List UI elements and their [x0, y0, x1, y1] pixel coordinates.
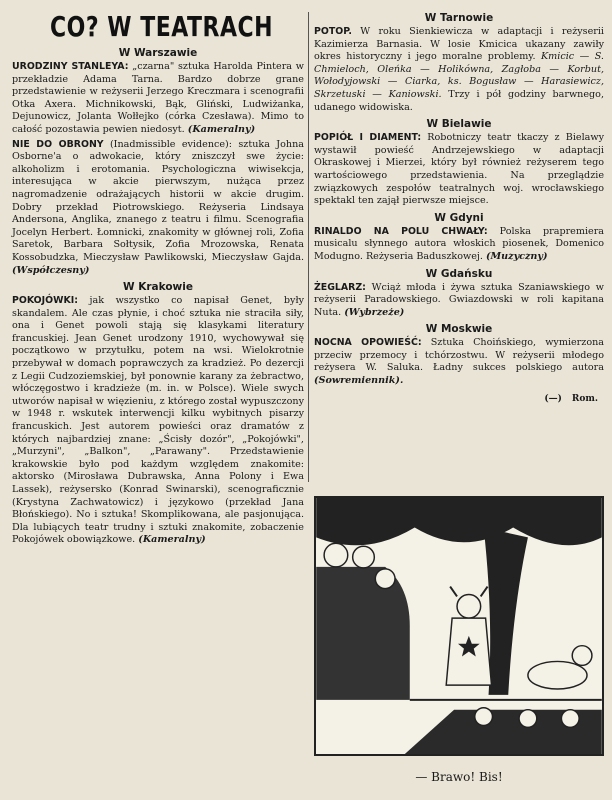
article-body: Wciąż młoda i żywa sztuka Szaniawskiego w reżyserii Paradowskiego. Gwiazdowski w roli kapitana Nuta. [314, 281, 604, 318]
article-popiol-i-diament [314, 132, 604, 208]
city-heading-krakow: W Krakowie [123, 281, 193, 294]
venue-label: (Kameralny) [138, 534, 206, 546]
article-title: POTOP. [314, 26, 352, 37]
cartoon-drawing [316, 498, 602, 754]
signature-name: Rom. [571, 393, 598, 404]
left-column [12, 8, 304, 549]
city-heading-bielawa: W Bielawie [426, 118, 492, 131]
singer-head [457, 594, 481, 618]
article-nocna-opowiesc [314, 337, 604, 387]
author-signature [314, 394, 604, 404]
venue-label: (Sowremiennik). [314, 375, 404, 387]
article-body-tail: Trzy i pół godziny barwnego, udanego widowiska. [314, 88, 604, 113]
article-pokojowki [12, 295, 304, 547]
city-heading-tarnow: W Tarnowie [424, 12, 494, 24]
city-heading-gdansk: W Gdańsku [425, 267, 493, 280]
article-title: NOCNA OPOWIEŚĆ: [314, 337, 422, 349]
cartoon-illustration [314, 496, 604, 756]
article-body: Robotniczy teatr tkaczy z Bielawy wystawił powieść Andrzejewskiego w adaptacji Okraskowej i Mierzei, który był również reżyserem tego wartościowego przedstawienia. Na przeglądzie związkowych zespołów teatralnych woj. wrocławskiego spektakl ten zajął pierwsze miejsce. [314, 132, 604, 207]
article-body: (Inadmissible evidence): sztuka Johna Osborne'a o adwokacie, który zniszczył swe życie: alkoholizm i erotomania. Psychologiczna wiwisekcja, interesująca w akcie pierwszym, nużąca przez nagromadzenie odrażających historii w akcie drugim. Dobry przekład Piotrowskiego. Reżyseria Lindsaya Andersona, Anglika, znanego z teatru i filmu. Scenografia Jocelyn Herbert. Łomnicki, znakomity w głównej roli, Zofia Saretok, Barbara Sołtysik, Zofia Mrozowska, Renata Kossobudzka, Mieczysław Pawlikowski, Mieczysław Gajda. [12, 138, 304, 263]
article-body: Sztuka Choińskiego, wymierzona przeciw przemocy i tchórzostwu. W reżyserii młodego reżysera W. Saluka. Ładny sukces polskiego autora [314, 337, 604, 374]
venue-label: (Wybrzeże) [344, 306, 405, 318]
article-title: URODZINY STANLEYA: [12, 61, 129, 72]
signature-dash: (—) [544, 393, 562, 404]
article-zeglarz [314, 282, 604, 320]
page-title: CO? W TEATRACH [50, 12, 274, 44]
music-note-icon: ♫ [508, 573, 519, 588]
right-column [314, 8, 604, 404]
venue-label: (Kameralny) [187, 123, 256, 135]
article-nie-do-obrony [12, 139, 304, 278]
musician-head [561, 710, 579, 728]
venue-label: (Muzyczny) [485, 250, 548, 262]
spectator-head [353, 546, 375, 568]
second-singer [528, 661, 587, 689]
spectator-head [324, 543, 348, 567]
article-title: ŻEGLARZ: [314, 281, 366, 293]
city-heading-warszawa: W Warszawie [118, 47, 198, 59]
cartoon-caption: — Brawo! Bis! [415, 770, 503, 784]
article-title: RINALDO NA POLU CHWAŁY: [314, 225, 488, 237]
article-title: POPIÓŁ I DIAMENT: [314, 132, 422, 144]
article-title: NIE DO OBRONY [12, 138, 104, 150]
article-rinaldo [314, 226, 604, 264]
city-heading-gdynia: W Gdyni [434, 211, 484, 224]
curtain-valance [316, 498, 602, 545]
column-divider [308, 12, 309, 482]
article-body: Polska prapremiera musicalu słynnego autora włoskich piosenek, Domenico Modugno. Reżyseria Baduszkowej. [314, 225, 605, 262]
musician-head [475, 708, 493, 726]
article-potop [314, 26, 604, 114]
theater-box [316, 567, 410, 700]
musician-head [519, 710, 537, 728]
article-urodziny-stanleya [12, 61, 304, 137]
second-singer-head [572, 646, 592, 666]
article-body: „czarna" sztuka Harolda Pintera w przekładzie Adama Tarna. Bardzo dobrze grane przedstawienie w reżyserii Jerzego Kreczmara i scenografii Otka Axera. Michnikowski, Bąk, Gliński, Ludwiżanka, Dejunowicz, Jolanta Wołłejko (córka Czesława). Mimo to całość pozostawia pewien niedosyt. [12, 61, 304, 135]
city-heading-moskwa: W Moskwie [425, 323, 493, 336]
article-title: POKOJÓWKI: [12, 295, 78, 307]
article-body: W roku Sienkiewicza w adaptacji i reżyserii Kazimierza Barnasia. W losie Kmicica ukazany zawiły okres historyczny i jego moralne problemy. [314, 26, 604, 63]
spectator-head [375, 569, 395, 589]
article-cast: Kmicic — S. Chmieloch, Oleńka — Holikówna, Zagłoba — Korbut, Wołodyjowski — Ciarka, ks. Bogusław — Harasiewicz, Skrzetuski — Kaniowski. [314, 51, 604, 100]
article-body: jak wszystko co napisał Genet, były skandalem. Ale czas płynie, i choć sztuka nie straciła siły, ona i Genet powoli stają się klasykami literatury francuskiej. Jean Genet urodzony 1910, wychowywał się początkowo w przytułku, potem na wsi. Wielokrotnie przebywał w domach poprawczych za kradzież. Po dezercji z Legii Cudzoziemskiej, był ponownie karany za żebractwo, włóczęgostwo i kradzieże (m. in. w Polsce). Wiele swych utworów napisał w więzieniu, z którego został wypuszczony w 1948 r. wskutek interwencji kilku wybitnych pisarzy francuskich. Jest autorem powieści oraz dramatów z których najbardziej znane: „Ścisły dozór", „Pokojówki", „Murzyni", „Balkon", „Parawany". Przedstawienie krakowskie było pod każdym względem znakomite: aktorsko (Mirosława Dubrawska, Anna Polony i Ewa Lassek), reżysersko (Konrad Swinarski), scenograficznie (Krystyna Zachwatowicz) i językowo (przekład Jana Błońskiego). No i sztuka! Skomplikowana, ale pasjonująca. Dla lubiących teatr trudny i sztuki znakomite, zobaczenie Pokojówek obowiązkowe. [12, 295, 304, 546]
music-note-icon: ♪ [493, 584, 503, 601]
venue-label: (Współczesny) [12, 264, 90, 276]
